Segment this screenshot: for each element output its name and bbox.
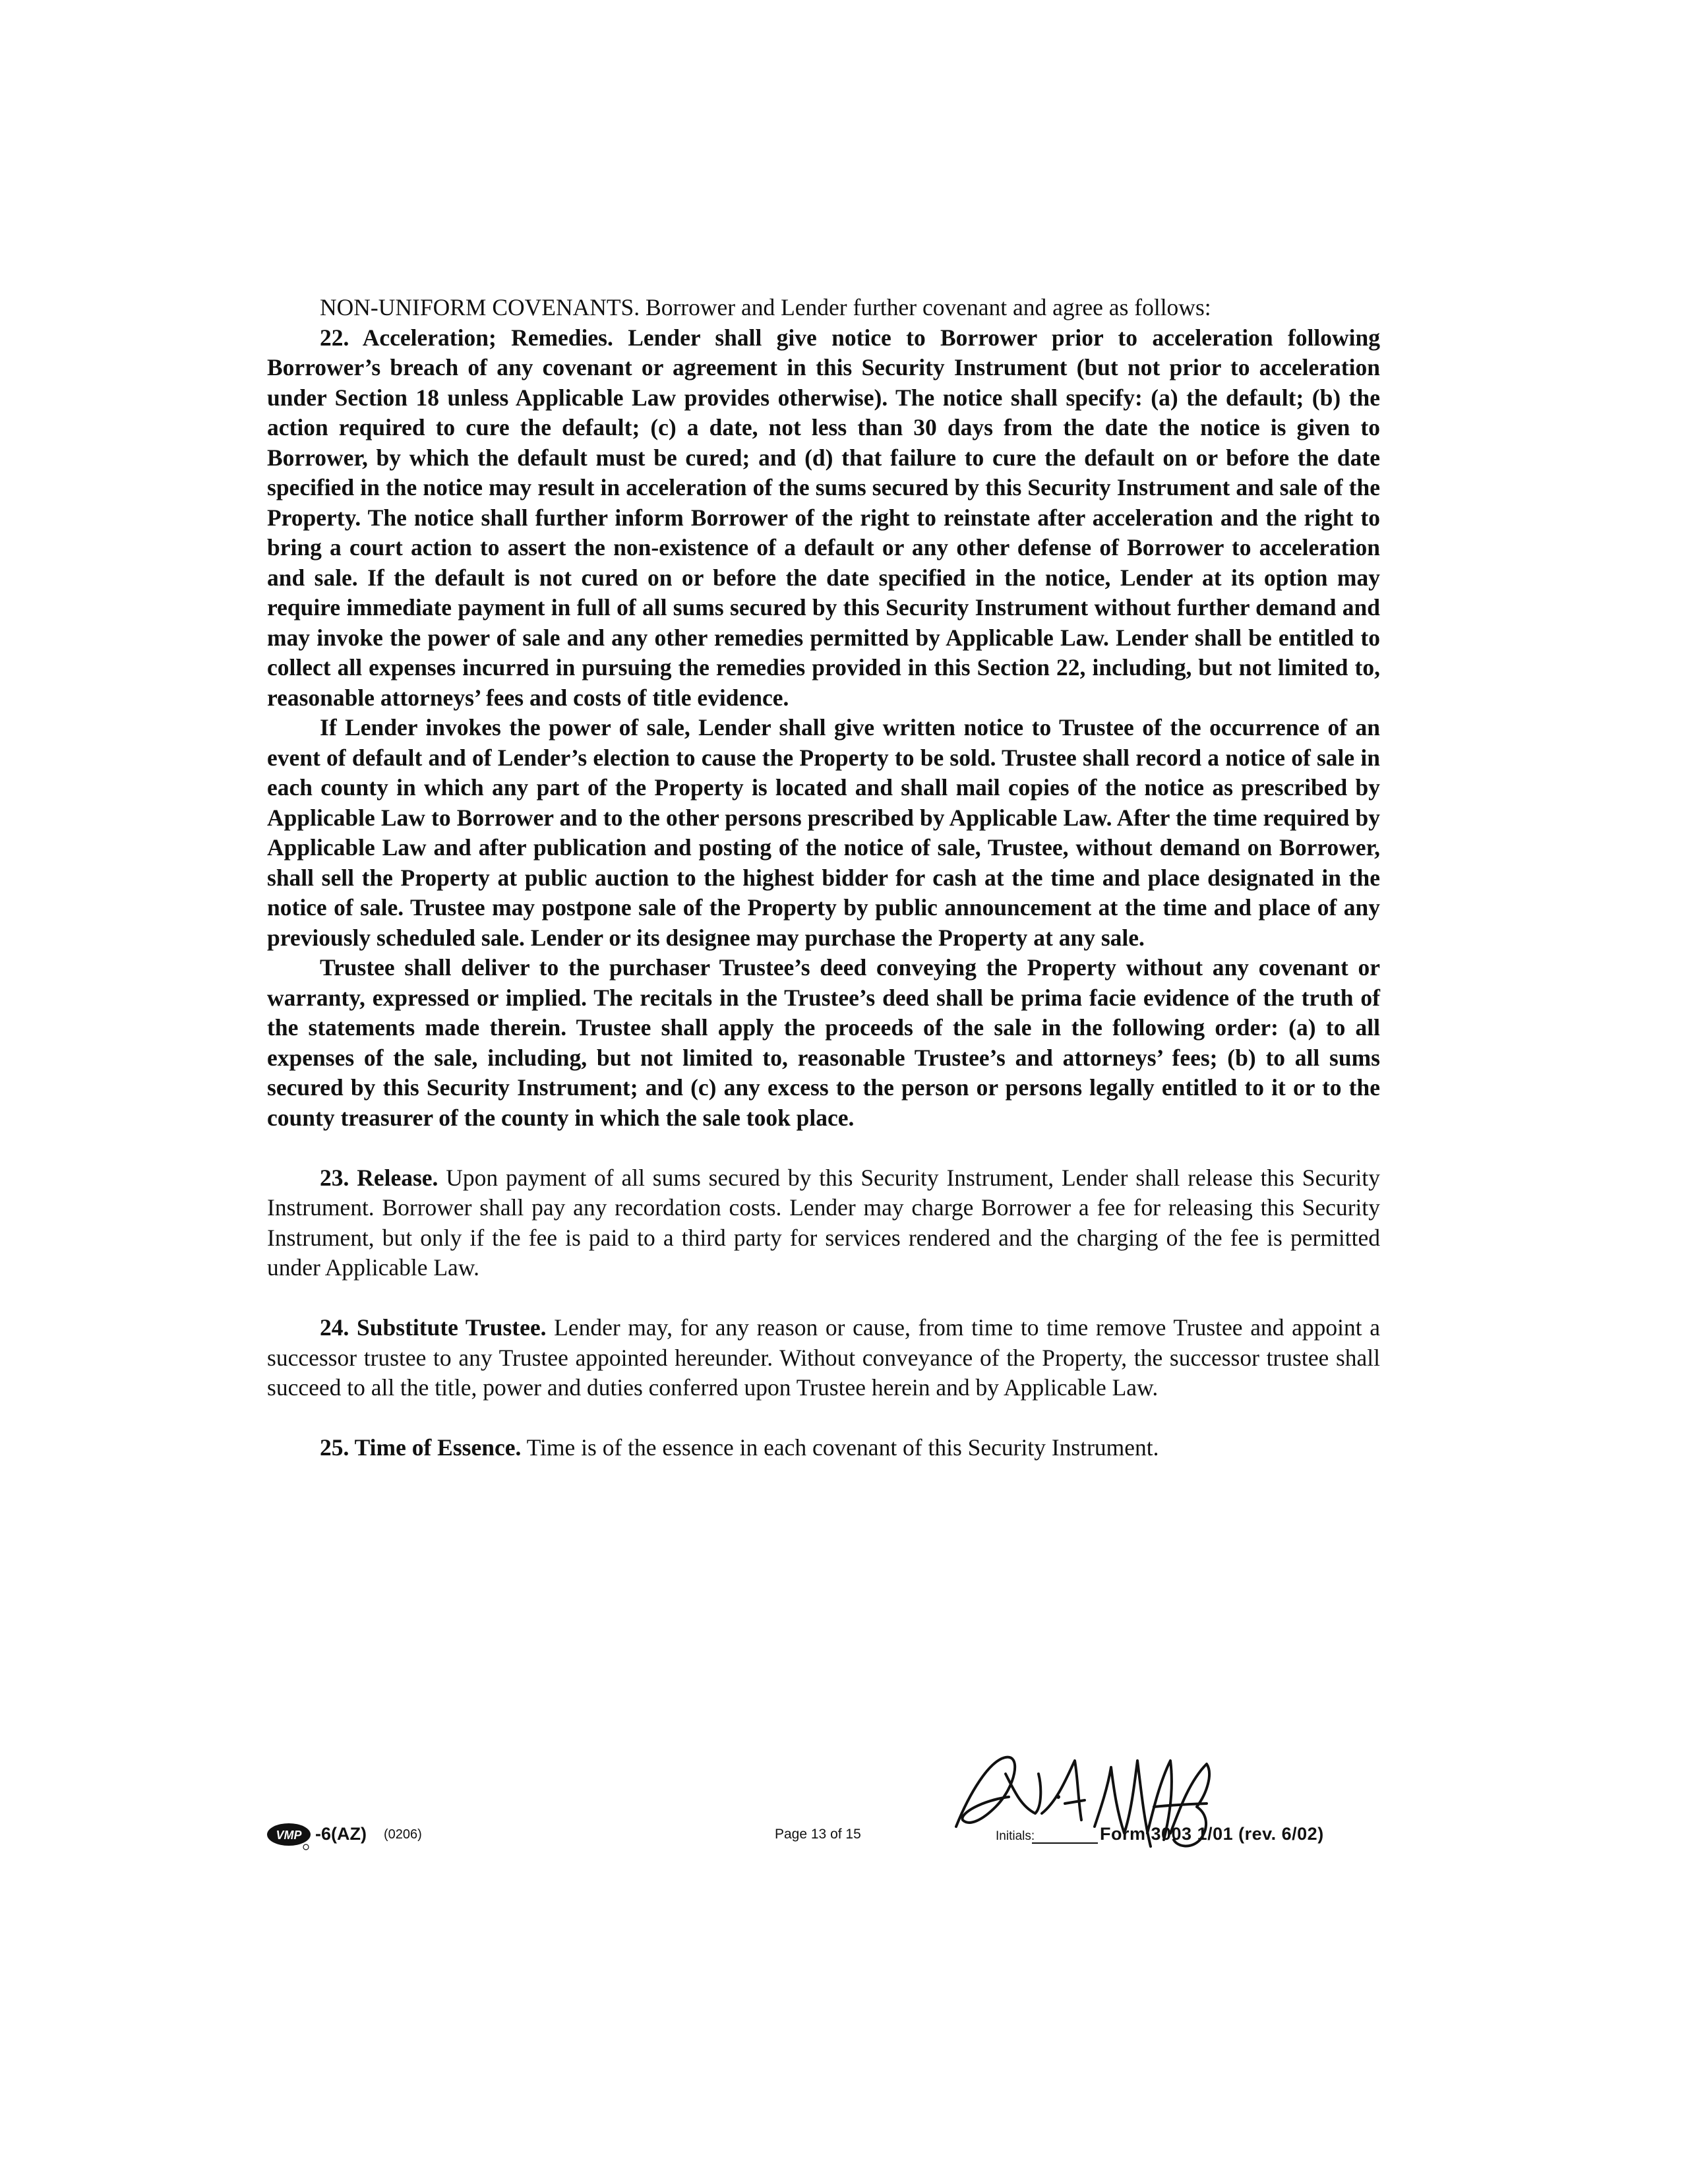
vmp-logo-text: VMP: [276, 1829, 302, 1842]
section-24-text: Lender may, for any reason or cause, from time to time remove Trustee and appoint a successor trustee to any Trustee appointed hereunder. Without conveyance of the Property, the successor trustee shall succeed to all the title, power and duties conferred upon Trustee herein and by Applicable Law.: [267, 1314, 1380, 1401]
handwritten-initials-signature: [943, 1734, 1226, 1866]
initials-label: Initials:: [996, 1829, 1035, 1843]
section-23-heading: 23. Release.: [320, 1164, 438, 1191]
section-25-text: Time is of the essence in each covenant of this Security Instrument.: [526, 1434, 1159, 1461]
section-22-para-1: [267, 323, 1380, 713]
section-22-para-2: If Lender invokes the power of sale, Lender shall give written notice to Trustee of the occurrence of an event of default and of Lender’s election to cause the Property to be sold. Trustee shall record a notice of sale in each county in which any part of the Property is located and shall mail copies of the notice as prescribed by Applicable Law to Borrower and to the other persons prescribed by Applicable Law. After the time required by Applicable Law and after publication and posting of the notice of sale, Trustee, without demand on Borrower, shall sell the Property at public auction to the highest bidder for cash at the time and place designated in the notice of sale. Trustee may postpone sale of the Property by public announcement at the time and place of any previously scheduled sale. Lender or its designee may purchase the Property at any sale.: [267, 714, 1380, 951]
section-23: [267, 1163, 1380, 1283]
form-code: -6(AZ): [315, 1824, 367, 1844]
vmp-logo: [266, 1821, 314, 1850]
section-22-text: Lender shall give notice to Borrower prior to acceleration following Borrower’s breach of any covenant or agreement in this Security Instrument (but not prior to acceleration under Section 18 unless Applicable Law provides otherwise). The notice shall specify: (a) the default; (b) the action required to cure the default; (c) a date, not less than 30 days from the date the notice is given to Borrower, by which the default must be cured; and (d) that failure to cure the default on or before the date specified in the notice may result in acceleration of the sums secured by this Security Instrument and sale of the Property. The notice shall further inform Borrower of the right to reinstate after acceleration and the right to bring a court action to assert the non-existence of a default or any other defense of Borrower to acceleration and sale. If the default is not cured on or before the date specified in the notice, Lender at its option may require immediate payment in full of all sums secured by this Security Instrument without further demand and may invoke the power of sale and any other remedies permitted by Applicable Law. Lender shall be entitled to collect all expenses incurred in pursuing the remedies provided in this Section 22, including, but not limited to, reasonable attorneys’ fees and costs of title evidence.: [267, 324, 1381, 711]
section-25-heading: 25. Time of Essence.: [320, 1434, 522, 1461]
section-22-heading: 22. Acceleration; Remedies.: [320, 324, 613, 351]
intro-line: NON-UNIFORM COVENANTS. Borrower and Lender further covenant and agree as follows:: [320, 294, 1211, 320]
section-24: [267, 1313, 1380, 1403]
page-number: Page 13 of 15: [775, 1827, 861, 1842]
section-25: [267, 1433, 1380, 1463]
section-24-heading: 24. Substitute Trustee.: [320, 1314, 547, 1341]
section-22-para-3: Trustee shall deliver to the purchaser Trustee’s deed conveying the Property without any covenant or warranty, expressed or implied. The recitals in the Trustee’s deed shall be prima facie evidence of the truth of the statements made therein. Trustee shall apply the proceeds of the sale in the following order: (a) to all expenses of the sale, including, but not limited to, reasonable Trustee’s and attorneys’ fees; (b) to all sums secured by this Security Instrument; and (c) any excess to the person or persons legally entitled to it or to the county treasurer of the county in which the sale took place.: [267, 954, 1380, 1131]
form-id: Form 3003 1/01 (rev. 6/02): [1100, 1824, 1324, 1844]
form-version: (0206): [384, 1827, 422, 1842]
document-body: [267, 293, 1380, 1463]
section-23-text: Upon payment of all sums secured by this Security Instrument, Lender shall release this Security Instrument. Borrower shall pay any recordation costs. Lender may charge Borrower a fee for releasing this Security Instrument, but only if the fee is paid to a third party for services rendered and the charging of the fee is permitted under Applicable Law.: [267, 1164, 1381, 1281]
